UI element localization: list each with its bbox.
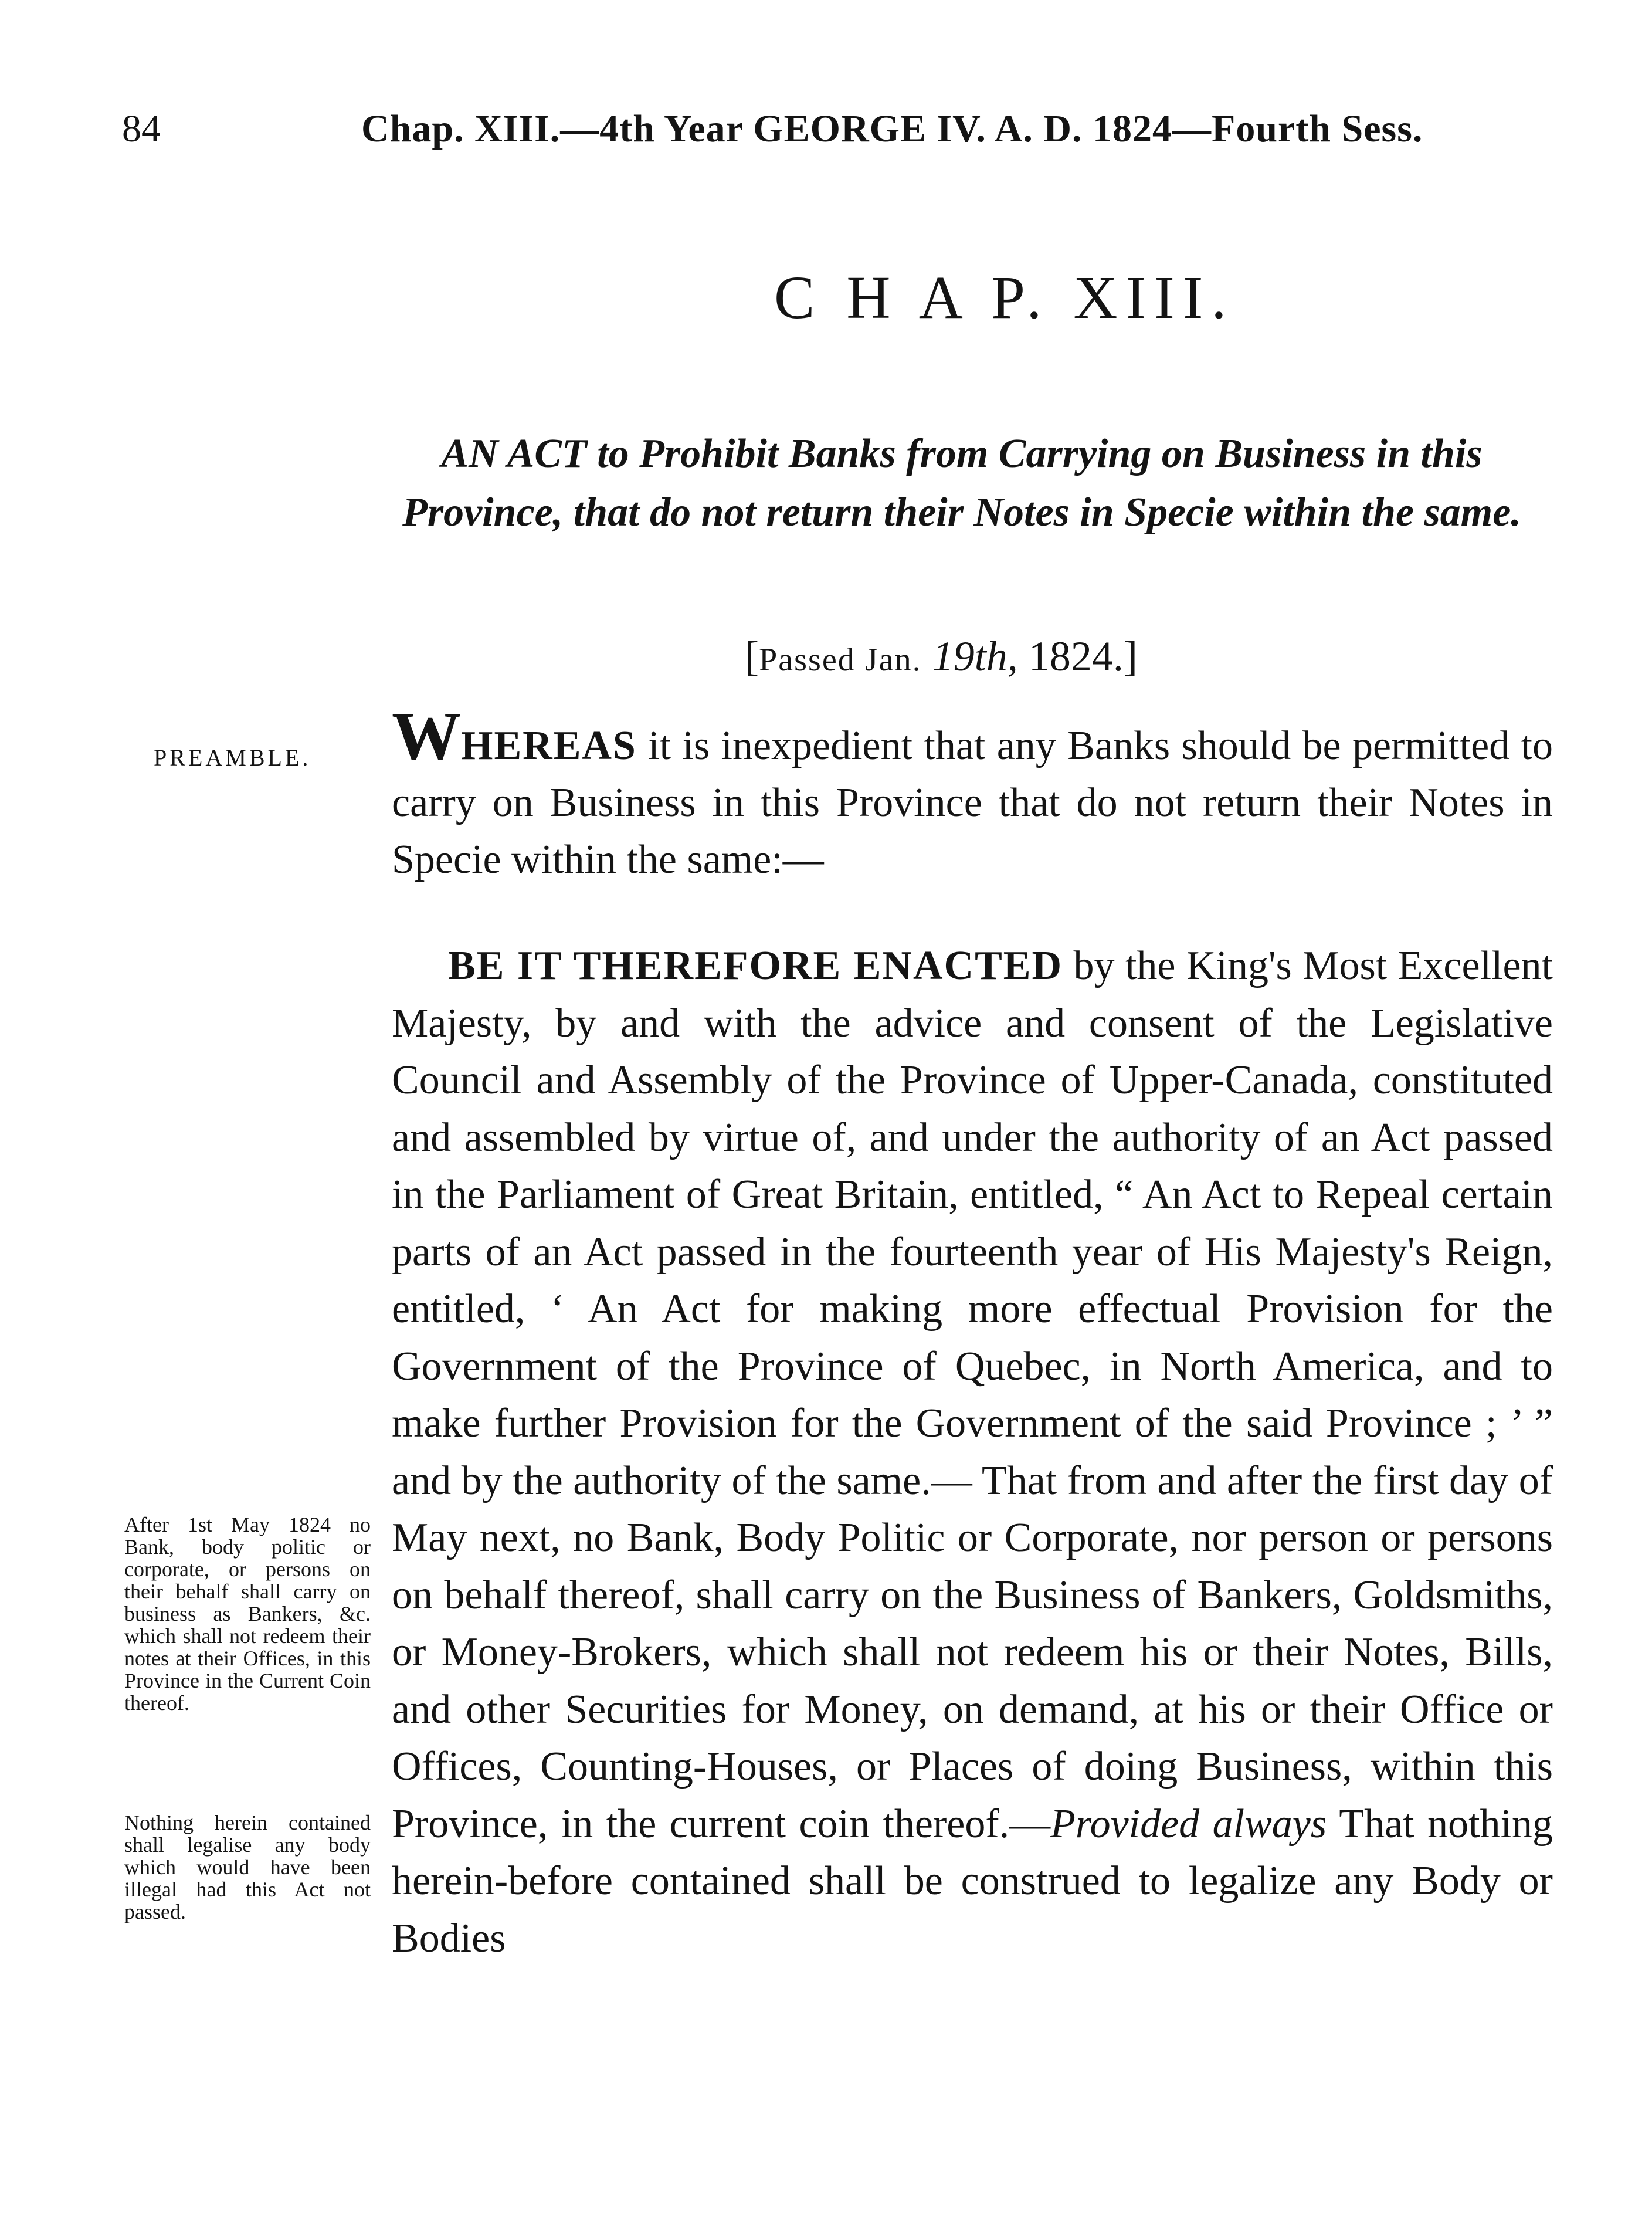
whereas-word: HEREAS [461, 723, 637, 768]
preamble-text: it is inexpedient that any Banks should be permitted to carry on Business in this Province that do not return their Notes in Specie within the same:— [392, 723, 1553, 882]
margin-note-redeem: After 1st May 1824 no Bank, body politic or corporate, or persons on their behalf shall carry on business as Bankers, &c. which shall not redeem their notes at their Offices, in this Province in the Current Coin thereof. [124, 1513, 371, 1715]
preamble-paragraph [392, 697, 1553, 888]
drop-cap: W [392, 697, 461, 774]
passed-day: 19th, [932, 633, 1018, 680]
margin-preamble-label: PREAMBLE. [154, 744, 311, 771]
running-head: Chap. XIII.—4th Year GEORGE IV. A. D. 1824—Fourth Sess. [361, 107, 1423, 150]
chapter-title: C H A P. XIII. [774, 264, 1235, 331]
passed-label: Passed Jan. [758, 642, 922, 678]
margin-note-nothing-legalised: Nothing herein contained shall legalise any body which would have been illegal had this Act not passed. [124, 1811, 371, 1923]
passed-year: 1824.] [1028, 633, 1138, 680]
enacting-paragraph [392, 937, 1553, 1967]
passed-open-bracket: [ [745, 633, 759, 680]
act-title: AN ACT to Prohibit Banks from Carrying on Business in this Province, that do not return their Notes in Specie within the same. [402, 431, 1521, 535]
passed-date [745, 632, 1138, 681]
enacting-text: by the King's Most Excellent Majesty, by and with the advice and consent of the Legislative Council and Assembly of the Province of Upper-Canada, constituted and assembled by virtue of, and under the authority of an Act passed in the Parliament of Great Britain, entitled, “ An Act to Repeal certain parts of an Act passed in the fourteenth year of His Majesty's Reign, entitled, ‘ An Act for making more effectual Provision for the Government of the Province of Quebec, in North America, and to make further Provision for the Government of the said Province ; ’ ” and by the authority of the same.— That from and after the first day of May next, no Bank, Body Politic or Corporate, nor person or persons on behalf thereof, shall carry on the Business of Bankers, Goldsmiths, or Money-Brokers, which shall not redeem his or their Notes, Bills, and other Securities for Money, on demand, at his or their Office or Offices, Counting-Houses, or Places of doing Business, within this Province, in the current coin thereof.— [392, 943, 1553, 1847]
proviso-text: That nothing herein-before contained shall be construed to legalize any Body or Bodies [392, 1801, 1553, 1961]
provided-always: Provided always [1050, 1801, 1327, 1847]
page-number: 84 [122, 107, 161, 150]
enacting-formula: BE IT THEREFORE ENACTED [448, 943, 1063, 988]
